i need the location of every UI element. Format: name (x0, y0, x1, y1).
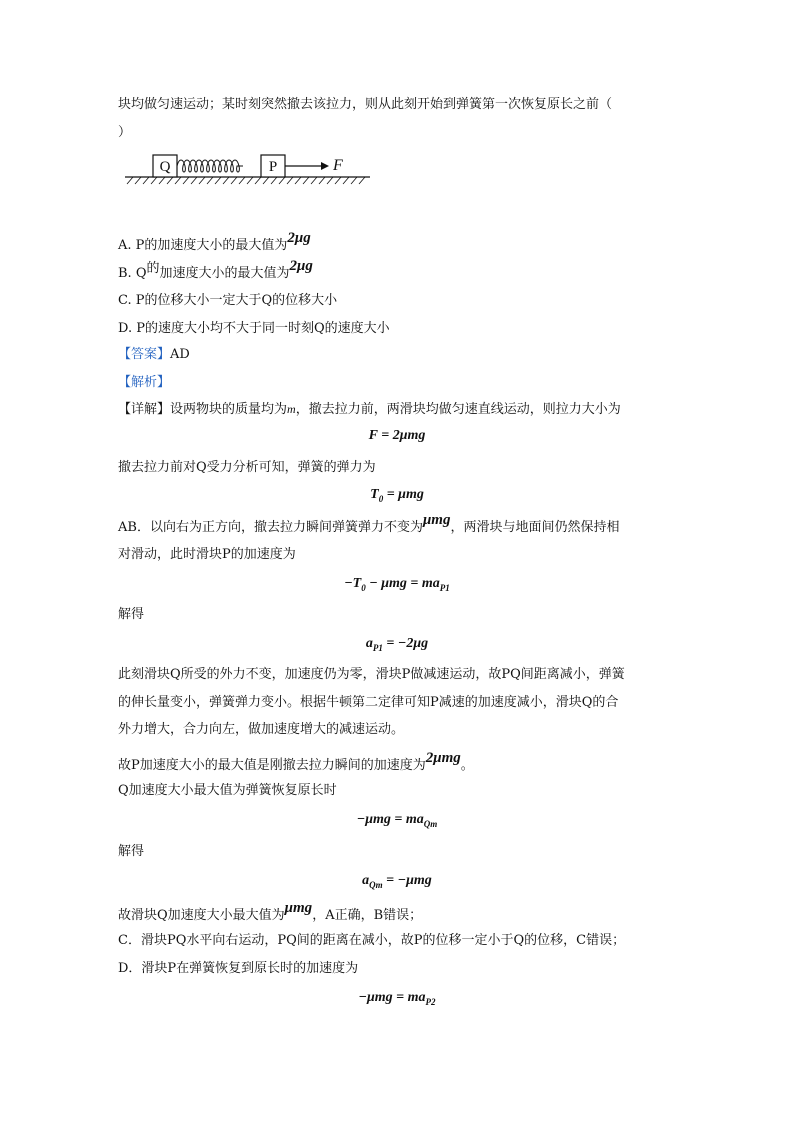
ab-line-2: 对滑动，此时滑块P的加速度为 (118, 547, 296, 562)
paragraph-5: Q加速度大小最大值为弹簧恢复原长时 (118, 783, 337, 798)
detail-line: 【详解】设两物块的质量均为m，撤去拉力前，两滑块均做匀速直线运动，则拉力大小为 (118, 402, 621, 417)
paragraph-1: 此刻滑块Q所受的外力不变，加速度仍为零，滑块P做减速运动，故PQ间距离减小，弹簧 (118, 667, 625, 682)
spring-blocks-diagram (125, 150, 375, 186)
equation-1: F = 2μmg (368, 428, 426, 443)
option-b-prefix: B. Q (118, 266, 147, 281)
analysis-label: 【解析】 (118, 375, 171, 390)
equation-5: $-\mu mg = ma_{Qm}$ (356, 812, 438, 829)
ab-line: AB．以向右为正方向，撤去拉力瞬间弹簧弹力不变为μmg，两滑块与地面间仍然保持相 (118, 512, 620, 535)
option-b-math: 2μg (289, 258, 313, 274)
paragraph-3: 外力增大，合力向左，做加速度增大的减速运动。 (118, 722, 405, 737)
ground-hatching (127, 177, 365, 184)
option-d: D. P的速度大小均不大于同一时刻Q的速度大小 (118, 321, 390, 336)
solve-2: 解得 (118, 844, 145, 859)
option-b-de: 的 (146, 261, 160, 276)
equation-6: $a_{Qm} = -\mu mg$ (362, 873, 432, 890)
answer-line (118, 346, 190, 364)
spring-coil (177, 160, 243, 172)
equation-4: $a_{P1} = -2\mu g$ (365, 636, 429, 653)
force-label: F (333, 157, 343, 174)
paragraph-6: 故滑块Q加速度大小最大值为μmg，A正确，B错误； (118, 900, 423, 923)
block-p-label: P (268, 159, 278, 175)
paragraph-4: 故P加速度大小的最大值是刚撤去拉力瞬间的加速度为2μmg。 (118, 750, 474, 773)
force-arrow-head (321, 162, 329, 170)
option-b-text: 加速度大小的最大值为 (159, 266, 290, 281)
equation-2: $T_0 = \mu mg$ (370, 487, 424, 504)
spring-force-line: 撤去拉力前对Q受力分析可知，弹簧的弹力为 (118, 460, 376, 475)
detail-label: 【详解】 (118, 402, 171, 417)
block-q-label: Q (159, 159, 171, 175)
option-a-text: A. P的加速度大小的最大值为 (118, 238, 288, 253)
option-a-math: 2μg (287, 230, 311, 246)
option-a (118, 230, 311, 255)
option-b (118, 258, 313, 283)
equation-7: $-\mu mg = ma_{P2}$ (358, 990, 436, 1007)
solve-1: 解得 (118, 607, 145, 622)
intro-line-2: ） (118, 125, 132, 140)
equation-3: $-T_0 - \mu mg = ma_{P1}$ (344, 576, 450, 593)
paragraph-8: D．滑块P在弹簧恢复到原长时的加速度为 (118, 961, 359, 976)
intro-line-1: 块均做匀速运动；某时刻突然撤去该拉力，则从此刻开始到弹簧第一次恢复原长之前（ (118, 97, 613, 112)
paragraph-2: 的伸长量变小，弹簧弹力变小。根据牛顿第二定律可知P减速的加速度减小，滑块Q的合 (118, 695, 619, 710)
option-c: C. P的位移大小一定大于Q的位移大小 (118, 293, 338, 308)
paragraph-7: C．滑块PQ水平向右运动，PQ间的距离在减小，故P的位移一定小于Q的位移，C错误； (118, 933, 626, 948)
answer-label: 【答案】 (118, 347, 171, 362)
answer-value: AD (170, 347, 190, 362)
